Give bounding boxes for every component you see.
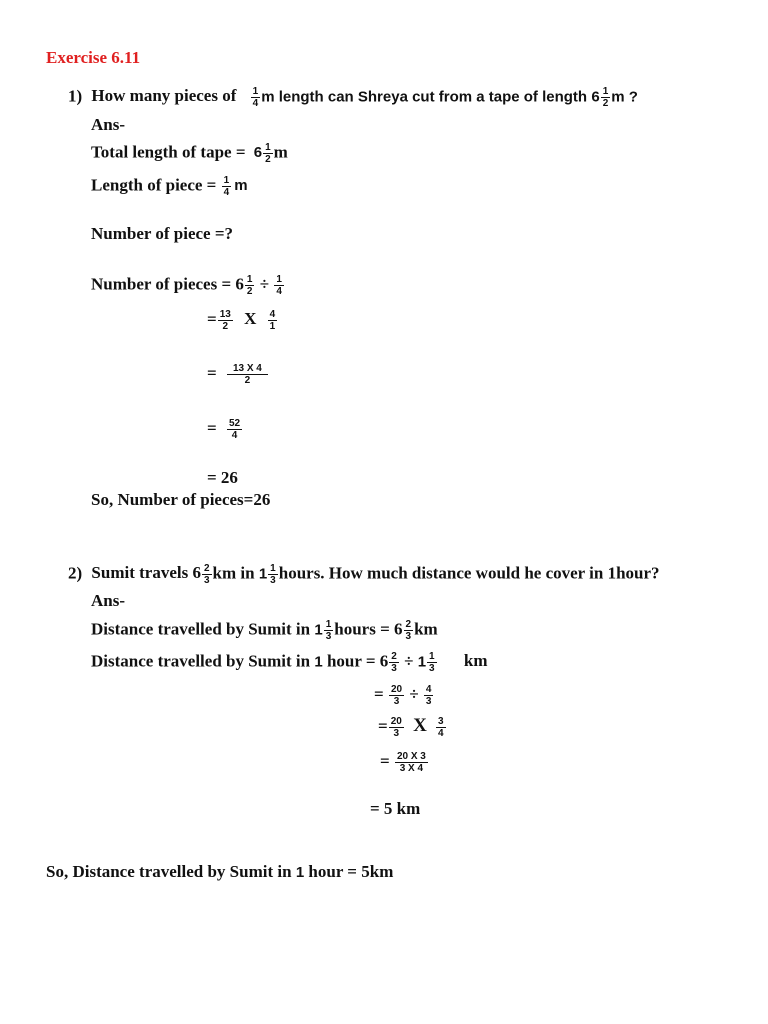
d1-unit: km <box>414 619 438 639</box>
conclusion-whole: 1 <box>295 864 305 881</box>
d2-fraction-one-third: $\frac{1}{3}$ <box>429 651 435 674</box>
q2-step2-times: X <box>413 715 427 737</box>
q1-total-length <box>91 142 288 165</box>
step1-times: X <box>244 309 257 329</box>
total-length-unit: m <box>273 142 288 162</box>
d2-divide-sign: ÷ <box>404 651 414 671</box>
step1-fraction-a: $\frac{13}{2}$ <box>219 309 231 332</box>
q1-line <box>68 86 638 109</box>
q2-step2-fraction-a: $\frac{20}{3}$ <box>390 716 402 739</box>
q2-step1-fraction-b: $\frac{4}{3}$ <box>425 684 432 707</box>
q2-number: 2) <box>68 563 83 583</box>
step3-equals: = <box>207 418 217 438</box>
piece-length-fraction: $\frac{1}{4}$ <box>223 175 230 198</box>
q2-step-1 <box>374 684 434 707</box>
q1-result: = 26 <box>207 468 238 487</box>
q2-step-2 <box>378 716 447 739</box>
step1-fraction-b: $\frac{4}{1}$ <box>269 309 276 332</box>
d1-fraction-two-thirds: $\frac{2}{3}$ <box>405 619 412 642</box>
calc-divide-sign: ÷ <box>259 274 270 294</box>
q2-distance-line-1 <box>91 619 438 642</box>
piece-length-label: Length of piece = <box>91 175 217 195</box>
d2-fraction-two-thirds: $\frac{2}{3}$ <box>391 651 397 674</box>
q2-fraction-two-thirds: $\frac{2}{3}$ <box>203 563 210 586</box>
d2-hour: hour = 6 <box>326 651 389 671</box>
q2-step3-equals: = <box>380 751 390 771</box>
q2-step2-fraction-b: $\frac{3}{4}$ <box>438 716 444 739</box>
q1-conclusion: So, Number of pieces=26 <box>91 490 271 509</box>
calc-fraction-quarter: $\frac{1}{4}$ <box>276 274 282 297</box>
step2-fraction: $\frac{13 X 4}{2}$ <box>227 363 268 386</box>
q1-fraction-quarter: $\frac{1}{4}$ <box>252 86 259 109</box>
calc-fraction-half: $\frac{1}{2}$ <box>246 274 253 297</box>
total-length-whole: 6 <box>253 144 263 162</box>
q2-step1-divide: ÷ <box>409 684 419 704</box>
exercise-title: Exercise 6.11 <box>46 48 141 67</box>
q2-step1-fraction-a: $\frac{20}{3}$ <box>390 684 403 707</box>
q1-number: 1) <box>68 86 83 106</box>
d1-label: Distance travelled by Sumit in <box>91 619 311 639</box>
q1-question-end: m ? <box>611 88 638 106</box>
step1-equals: = <box>207 309 217 329</box>
q2-whole: 1 <box>258 565 268 583</box>
q1-calc-line <box>91 274 285 297</box>
q2-step3-fraction: $\frac{20 X 3}{3 X 4}$ <box>396 751 426 774</box>
q1-number-question: Number of piece =? <box>91 224 234 243</box>
d2-whole-2: 1 <box>417 653 427 671</box>
q2-step-3 <box>380 751 429 774</box>
q2-ans-label: Ans- <box>91 591 126 610</box>
total-length-fraction: $\frac{1}{2}$ <box>265 142 271 165</box>
q2-result: = 5 km <box>370 799 421 818</box>
d2-unit: km <box>463 651 488 671</box>
q2-step1-equals: = <box>374 684 384 704</box>
d2-whole: 1 <box>314 653 323 671</box>
q1-prefix: How many pieces of <box>91 86 237 106</box>
q1-question-mid: m length can Shreya cut from a tape of length <box>261 88 588 106</box>
q2-conclusion <box>46 862 393 883</box>
d2-label: Distance travelled by Sumit in <box>91 651 311 671</box>
q1-step-1 <box>207 309 278 332</box>
conclusion-text-a: So, Distance travelled by Sumit in <box>46 862 292 881</box>
d1-fraction-one-third: $\frac{1}{3}$ <box>325 619 332 642</box>
q1-fraction-half: $\frac{1}{2}$ <box>602 86 609 109</box>
step3-fraction: $\frac{52}{4}$ <box>228 418 241 441</box>
calc-label: Number of pieces = 6 <box>91 274 244 294</box>
d1-whole: 1 <box>314 621 323 639</box>
q2-distance-line-2 <box>91 651 487 674</box>
q2-text-b: km in <box>212 563 255 583</box>
q1-ans-label: Ans- <box>91 115 126 134</box>
conclusion-text-b: hour = 5km <box>308 862 394 881</box>
d1-hours: hours = 6 <box>334 619 403 639</box>
q2-step2-equals: = <box>378 716 388 736</box>
q1-step-3 <box>207 418 243 441</box>
q2-line <box>68 563 660 586</box>
piece-length-unit: m <box>234 177 248 195</box>
total-length-label: Total length of tape = <box>91 142 246 162</box>
q2-fraction-one-third: $\frac{1}{3}$ <box>270 563 276 586</box>
q2-text-a: Sumit travels 6 <box>91 563 201 583</box>
q1-step-2 <box>207 363 269 386</box>
q2-text-c: hours. How much distance would he cover in 1hour? <box>278 563 660 583</box>
q1-piece-length <box>91 175 248 198</box>
q1-whole: 6 <box>591 88 600 106</box>
step2-equals: = <box>207 363 217 383</box>
